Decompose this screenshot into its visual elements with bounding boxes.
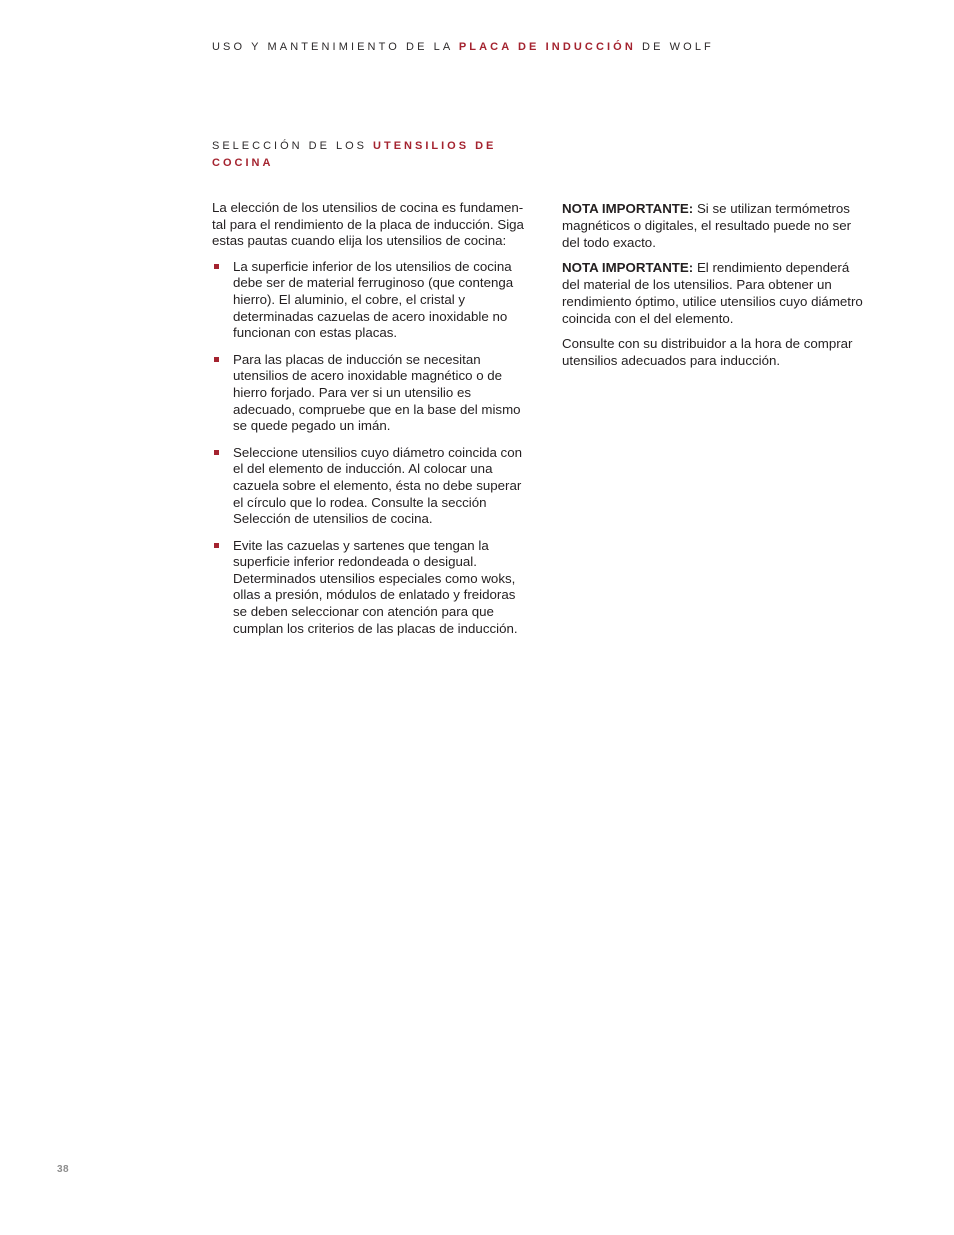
text-line: debe ser de material ferruginoso (que contenga: [233, 275, 514, 291]
text-line: rendimiento óptimo, utilice utensilios cuyo diámetro: [562, 294, 863, 309]
text-line: La elección de los utensilios de cocina es fundamen-: [212, 200, 524, 215]
text-line: estas pautas cuando elija los utensilios de cocina:: [212, 233, 507, 249]
text-line: utensilios de acero inoxidable magnético o de: [233, 368, 503, 384]
page-number: 38: [57, 1164, 70, 1175]
section-heading-line: [212, 138, 496, 155]
left-column: [212, 200, 542, 647]
text-line: se quede pegado un imán.: [233, 418, 391, 434]
text-line: se deben seleccionar con atención para que: [233, 604, 494, 620]
text-line: funcionan con estas placas.: [233, 325, 398, 341]
list-item: [212, 445, 542, 528]
important-note: [562, 200, 902, 251]
bullet-square-icon: [214, 543, 219, 548]
text-line: [562, 259, 902, 276]
text-line: adecuado, compruebe que en la base del mismo: [233, 401, 521, 417]
section-heading-prefix: SELECCIÓN DE LOS: [212, 140, 367, 152]
note-label: NOTA IMPORTANTE:: [562, 260, 694, 275]
running-header-suffix: DE WOLF: [642, 41, 714, 53]
text-line: utensilios adecuados para inducción.: [562, 353, 781, 368]
running-header: [212, 40, 714, 54]
list-item: [212, 259, 542, 342]
note-text: Si se utilizan termómetros: [696, 201, 850, 216]
intro-paragraph: [212, 200, 542, 250]
text-line: el del elemento de inducción. Al colocar una: [233, 461, 493, 477]
important-note: [562, 259, 902, 327]
text-line: coincida con el del elemento.: [562, 311, 734, 326]
closing-paragraph: [562, 335, 902, 369]
guideline-list: [212, 259, 542, 637]
section-heading-highlight: UTENSILIOS DE: [373, 140, 497, 152]
bullet-square-icon: [214, 450, 219, 455]
text-line: magnéticos o digitales, el resultado puede no ser: [562, 218, 852, 233]
text-line: tal para el rendimiento de la placa de inducción. Siga: [212, 216, 524, 232]
text-line: Determinados utensilios especiales como woks,: [233, 570, 516, 586]
text-line: La superficie inferior de los utensilios de cocina: [233, 258, 512, 274]
text-line: ollas a presión, módulos de enlatado y freidoras: [233, 587, 516, 603]
text-line: Selección de utensilios de cocina.: [233, 511, 433, 527]
text-line: del todo exacto.: [562, 235, 656, 250]
running-header-highlight: PLACA DE INDUCCIÓN: [458, 41, 636, 53]
text-line: superficie inferior redondeada o desigual.: [233, 554, 477, 570]
list-item: [212, 352, 542, 435]
bullet-square-icon: [214, 357, 219, 362]
text-line: Seleccione utensilios cuyo diámetro coincida con: [233, 444, 522, 460]
text-line: [562, 200, 902, 217]
list-item: [212, 538, 542, 638]
note-label: NOTA IMPORTANTE:: [562, 201, 694, 216]
section-heading-highlight: COCINA: [212, 157, 274, 169]
note-text: El rendimiento dependerá: [696, 260, 850, 275]
text-line: hierro forjado. Para ver si un utensilio es: [233, 384, 471, 400]
text-line: cazuela sobre el elemento, ésta no debe superar: [233, 477, 522, 493]
right-column: [562, 200, 902, 377]
bullet-square-icon: [214, 264, 219, 269]
text-line: del material de los utensilios. Para obtener un: [562, 277, 832, 292]
text-line: cumplan los criterios de las placas de inducción.: [233, 620, 518, 636]
text-line: Consulte con su distribuidor a la hora de comprar: [562, 336, 853, 351]
text-line: Evite las cazuelas y sartenes que tengan la: [233, 537, 489, 553]
running-header-prefix: USO Y MANTENIMIENTO DE LA: [212, 41, 453, 53]
text-line: determinadas cazuelas de acero inoxidable no: [233, 308, 508, 324]
text-line: Para las placas de inducción se necesitan: [233, 351, 481, 367]
section-heading: [212, 138, 496, 172]
text-line: el círculo que lo rodea. Consulte la sección: [233, 494, 487, 510]
text-line: hierro). El aluminio, el cobre, el cristal y: [233, 291, 466, 307]
